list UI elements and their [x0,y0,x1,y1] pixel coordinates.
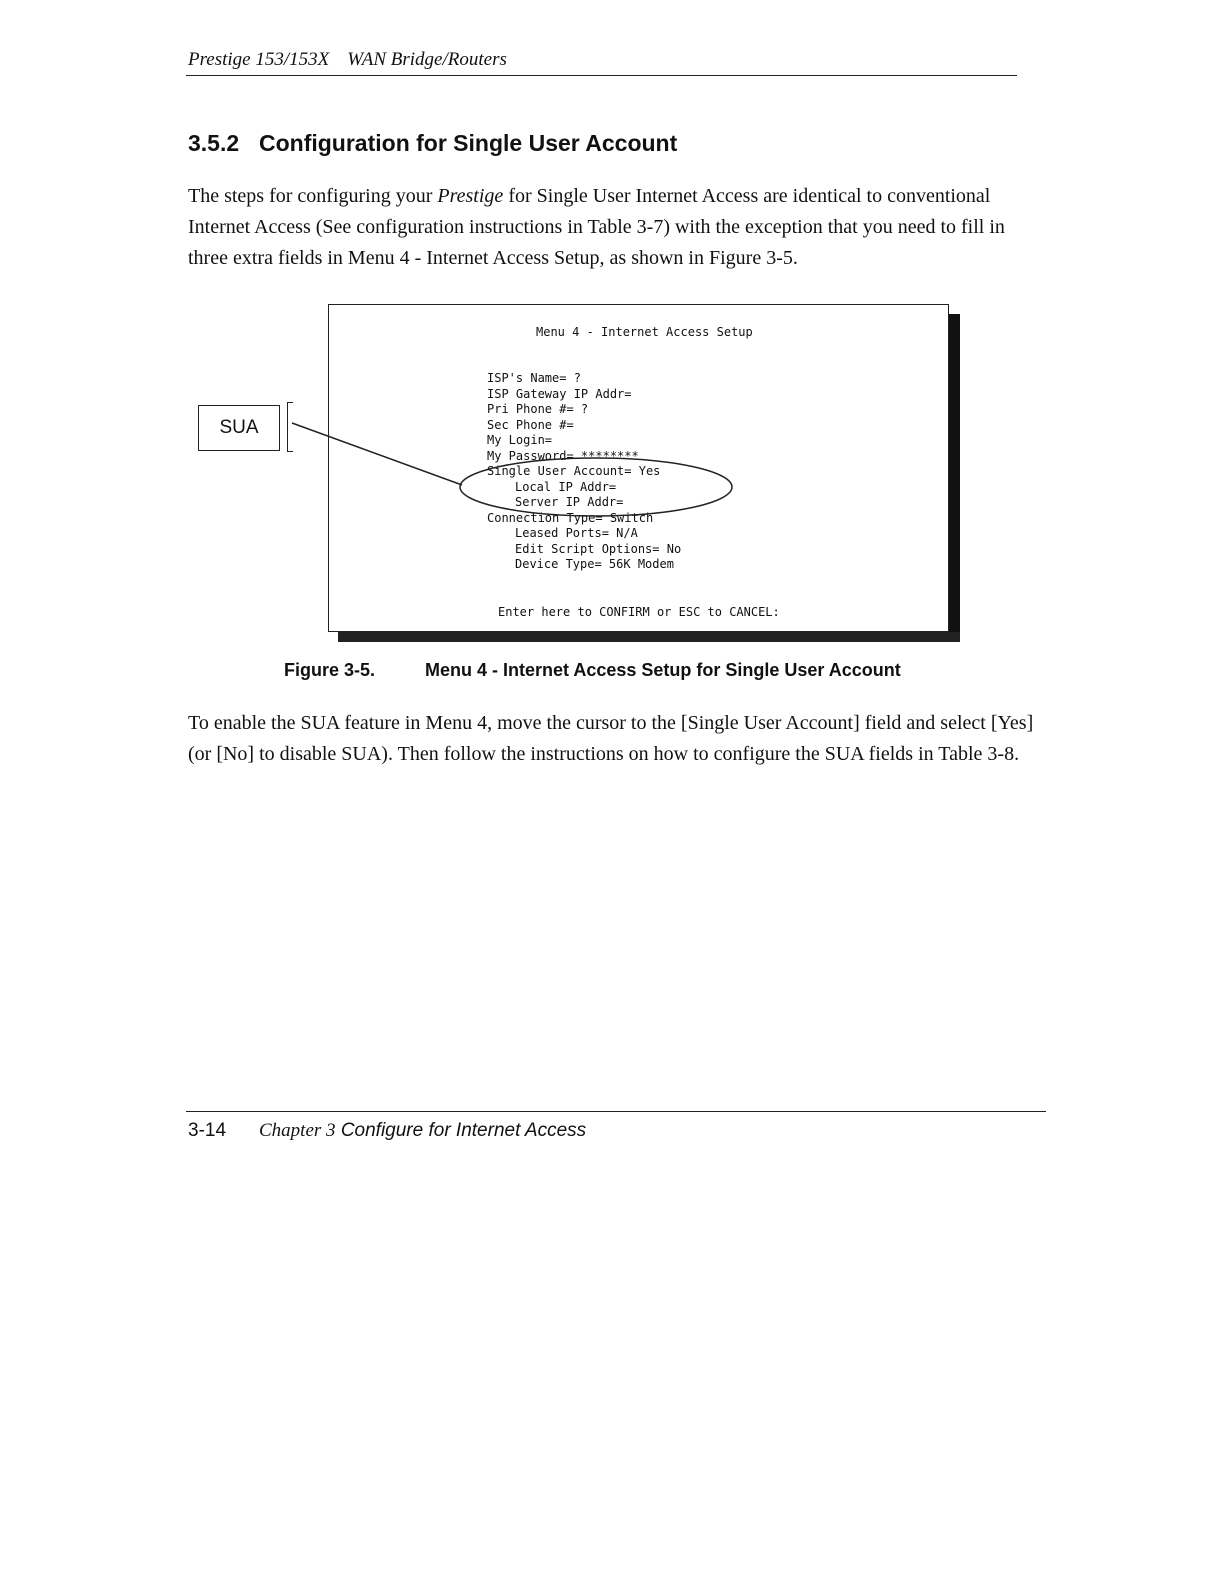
sua-callout-box [198,405,280,451]
sua-callout-label: SUA [219,417,259,438]
terminal-field: Local IP Addr= [515,479,617,494]
terminal-field: Connection Type= Switch [487,510,654,525]
terminal-field: ISP's Name= ? [487,371,581,385]
intro-text-start: The steps for configuring your [188,185,438,207]
terminal-field: My Password= ******** [487,448,639,463]
page-footer [188,1120,586,1142]
page-number: 3-14 [188,1120,227,1141]
running-header [188,49,507,71]
intro-paragraph [188,181,1048,274]
intro-emphasis: Prestige [437,185,504,207]
terminal-field: Leased Ports= N/A [515,526,638,540]
footer-chapter: Chapter 3 [259,1120,336,1141]
terminal-field: Pri Phone #= ? [487,402,589,416]
header-subtitle: WAN Bridge/Routers [347,49,507,70]
terminal-field-list [487,371,681,573]
intro-text-end: for Single User Internet Access are identical to conventional Internet Access (See configuration instructions in Table 3-7) with the exception that you need to fill in three extra fields in Menu 4 - Internet Access Setup, as shown in Figure 3-5. [188,185,1005,269]
footer-chapter-title: Configure for Internet Access [340,1120,587,1141]
terminal-title: Menu 4 - Internet Access Setup [536,325,753,339]
terminal-shadow-right [949,314,960,640]
body-paragraph: To enable the SUA feature in Menu 4, move the cursor to the [Single User Account] field and select [Yes] (or [No] to disable SUA). Then follow the instructions on how to configure the SUA fields in Table 3-8. [188,712,1034,765]
terminal-field: ISP Gateway IP Addr= [487,386,632,401]
terminal-field: Single User Account= Yes [487,464,661,478]
section-title-text: Configuration for Single User Account [259,130,678,156]
footer-rule [186,1111,1046,1112]
terminal-field: My Login= [487,433,553,447]
terminal-shadow-bottom [338,632,960,642]
header-rule [186,75,1017,76]
header-product: Prestige 153/153X [188,49,330,70]
sua-callout-bracket [287,402,293,452]
terminal-field: Server IP Addr= [515,495,624,509]
section-number: 3.5.2 [188,130,240,156]
terminal-field: Sec Phone #= [487,417,574,432]
figure-caption [284,660,901,681]
section-title [188,130,677,157]
terminal-field: Device Type= 56K Modem [515,557,674,571]
figure-caption-text: Menu 4 - Internet Access Setup for Single User Account [425,660,901,680]
figure-number: Figure 3-5. [284,660,376,680]
terminal-footer: Enter here to CONFIRM or ESC to CANCEL: [498,605,780,619]
terminal-field: Edit Script Options= No [515,541,682,556]
